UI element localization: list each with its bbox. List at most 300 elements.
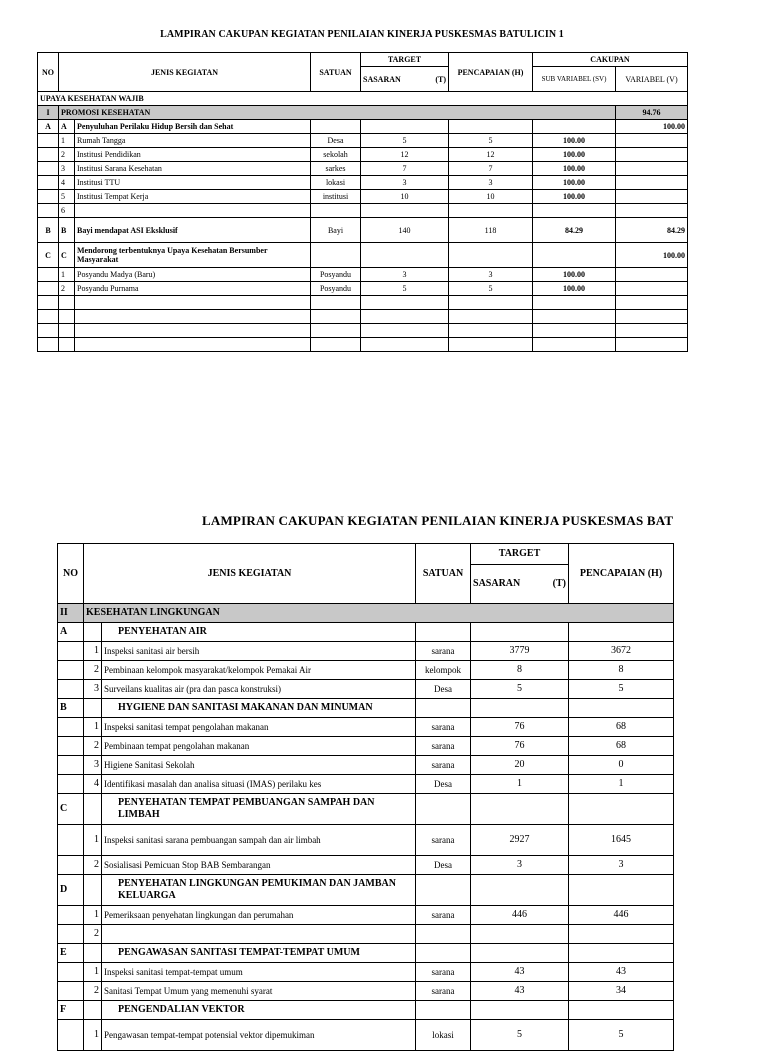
row-achievement: 68 (569, 718, 674, 737)
group-number: I (38, 106, 59, 120)
row-activity: Mendorong terbentuknya Upaya Kesehatan Bersumber Masyarakat (75, 243, 311, 268)
row-achievement: 8 (569, 661, 674, 680)
table-row (38, 268, 688, 282)
row-sub-number: 2 (84, 925, 102, 944)
table-cell (471, 623, 569, 642)
row-target (361, 324, 449, 338)
row-target (361, 243, 449, 268)
row-unit: Desa (416, 680, 471, 699)
subsection-title: PENYEHATAN TEMPAT PEMBUANGAN SAMPAH DAN LIMBAH (102, 794, 416, 825)
row-number (38, 324, 59, 338)
row-number (38, 134, 59, 148)
header-sasaran-unit: (T) (552, 578, 567, 589)
table-cell (416, 875, 471, 906)
row-sub-variable: 100.00 (533, 176, 616, 190)
row-target (361, 120, 449, 134)
row-activity: Bayi mendapat ASI Eksklusif (75, 218, 311, 243)
row-variable (616, 268, 688, 282)
table-row (58, 718, 674, 737)
header-no: NO (38, 53, 59, 92)
row-activity: Sosialisasi Pemicuan Stop BAB Sembarangan (102, 856, 416, 875)
table-cell (416, 1001, 471, 1020)
row-activity: Sanitasi Tempat Umum yang memenuhi syarat (102, 982, 416, 1001)
row-achievement: 68 (569, 737, 674, 756)
row-unit: institusi (311, 190, 361, 204)
table-cell (58, 756, 84, 775)
row-unit: sarkes (311, 162, 361, 176)
row-number (38, 310, 59, 324)
row-unit (311, 296, 361, 310)
table-cell (569, 944, 674, 963)
row-achievement: 10 (449, 190, 533, 204)
row-unit: sarana (416, 718, 471, 737)
table-row (38, 338, 688, 352)
row-sub-number: 2 (59, 148, 75, 162)
row-achievement (449, 243, 533, 268)
row-target: 3 (361, 176, 449, 190)
row-number: C (38, 243, 59, 268)
row-sub-number: A (59, 120, 75, 134)
row-variable (616, 282, 688, 296)
coverage-table-1 (37, 52, 688, 352)
header-jenis-kegiatan: JENIS KEGIATAN (59, 53, 311, 92)
document-title-1: LAMPIRAN CAKUPAN KEGIATAN PENILAIAN KINERJA PUSKESMAS BATULICIN 1 (160, 29, 564, 40)
row-target: 5 (361, 282, 449, 296)
row-variable (616, 204, 688, 218)
row-sub-number: 2 (84, 661, 102, 680)
row-activity: Institusi Pendidikan (75, 148, 311, 162)
header-satuan: SATUAN (311, 53, 361, 92)
table-cell (569, 699, 674, 718)
row-number (38, 148, 59, 162)
row-activity: Rumah Tangga (75, 134, 311, 148)
group-name: PROMOSI KESEHATAN (59, 106, 616, 120)
row-achievement: 43 (569, 963, 674, 982)
row-achievement (449, 120, 533, 134)
section-upaya-kesehatan-wajib: UPAYA KESEHATAN WAJIB (38, 92, 688, 106)
row-achievement: 0 (569, 756, 674, 775)
row-unit: kelompok (416, 661, 471, 680)
row-target: 1 (471, 775, 569, 794)
row-sub-number: 5 (59, 190, 75, 204)
header-sasaran (361, 67, 449, 92)
row-variable: 84.29 (616, 218, 688, 243)
header-variabel: VARIABEL (V) (616, 67, 688, 92)
subsection-letter: C (58, 794, 84, 825)
table-cell (58, 856, 84, 875)
row-sub-number: 1 (84, 963, 102, 982)
row-activity: Inspeksi sanitasi air bersih (102, 642, 416, 661)
row-sub-number: 3 (84, 756, 102, 775)
table-cell (416, 794, 471, 825)
table-cell (58, 642, 84, 661)
row-target: 8 (471, 661, 569, 680)
row-unit: Desa (416, 775, 471, 794)
subsection-letter: E (58, 944, 84, 963)
row-target: 3779 (471, 642, 569, 661)
row-target: 76 (471, 718, 569, 737)
row-activity: Institusi Tempat Kerja (75, 190, 311, 204)
table-row (58, 1020, 674, 1051)
row-activity: Institusi TTU (75, 176, 311, 190)
header-jenis-kegiatan: JENIS KEGIATAN (84, 544, 416, 604)
row-sub-variable: 100.00 (533, 268, 616, 282)
row-variable: 100.00 (616, 243, 688, 268)
row-sub-number: B (59, 218, 75, 243)
table-cell (471, 944, 569, 963)
row-achievement (449, 310, 533, 324)
row-sub-number: 1 (84, 906, 102, 925)
row-activity: Posyandu Purnama (75, 282, 311, 296)
row-activity: Inspeksi sanitasi sarana pembuangan sampah dan air limbah (102, 825, 416, 856)
row-achievement: 5 (569, 680, 674, 699)
table-row (58, 737, 674, 756)
row-target: 5 (361, 134, 449, 148)
row-achievement: 446 (569, 906, 674, 925)
row-activity: Higiene Sanitasi Sekolah (102, 756, 416, 775)
row-activity: Surveilans kualitas air (pra dan pasca konstruksi) (102, 680, 416, 699)
row-target: 76 (471, 737, 569, 756)
row-achievement: 34 (569, 982, 674, 1001)
table-cell (471, 1001, 569, 1020)
coverage-table-2 (57, 543, 674, 1051)
row-achievement (449, 296, 533, 310)
row-achievement: 5 (449, 282, 533, 296)
row-unit (416, 925, 471, 944)
row-variable (616, 176, 688, 190)
table-row (38, 148, 688, 162)
row-target: 140 (361, 218, 449, 243)
row-target: 7 (361, 162, 449, 176)
table-cell (569, 875, 674, 906)
table-row (58, 982, 674, 1001)
row-unit (311, 204, 361, 218)
row-unit: sarana (416, 825, 471, 856)
row-activity: Institusi Sarana Kesehatan (75, 162, 311, 176)
row-variable (616, 190, 688, 204)
row-achievement: 3672 (569, 642, 674, 661)
table-cell (84, 875, 102, 906)
row-unit: Posyandu (311, 282, 361, 296)
table-row (38, 243, 688, 268)
table-cell (58, 925, 84, 944)
row-target: 3 (361, 268, 449, 282)
row-target: 446 (471, 906, 569, 925)
table-cell (58, 775, 84, 794)
row-sub-number: 3 (84, 680, 102, 699)
table-row (58, 963, 674, 982)
table-cell (569, 623, 674, 642)
row-number (38, 282, 59, 296)
row-sub-number: 3 (59, 162, 75, 176)
row-variable (616, 134, 688, 148)
row-unit: sarana (416, 906, 471, 925)
row-sub-number: 1 (84, 718, 102, 737)
table-row (58, 825, 674, 856)
row-achievement (449, 338, 533, 352)
row-unit: sarana (416, 982, 471, 1001)
subsection-letter: D (58, 875, 84, 906)
row-achievement (569, 925, 674, 944)
row-sub-number: 4 (59, 176, 75, 190)
header-sasaran-label: SASARAN (473, 578, 521, 589)
row-activity: Penyuluhan Perilaku Hidup Bersih dan Sehat (75, 120, 311, 134)
row-number (38, 176, 59, 190)
row-activity: Inspeksi sanitasi tempat pengolahan makanan (102, 718, 416, 737)
header-pencapaian: PENCAPAIAN (H) (569, 544, 674, 604)
row-sub-number (59, 296, 75, 310)
row-unit (311, 338, 361, 352)
header-pencapaian: PENCAPAIAN (H) (449, 53, 533, 92)
subsection-title: PENGENDALIAN VEKTOR (102, 1001, 416, 1020)
table-cell (58, 661, 84, 680)
row-target: 5 (471, 680, 569, 699)
row-achievement: 3 (449, 268, 533, 282)
table-cell (84, 794, 102, 825)
table-row (58, 661, 674, 680)
row-achievement: 7 (449, 162, 533, 176)
row-sub-number: 1 (84, 825, 102, 856)
table-row (38, 310, 688, 324)
header-sasaran-label: SASARAN (363, 74, 401, 84)
row-variable (616, 324, 688, 338)
row-unit: sarana (416, 756, 471, 775)
row-target: 5 (471, 1020, 569, 1051)
row-unit: sarana (416, 642, 471, 661)
row-sub-number: 2 (84, 737, 102, 756)
row-target (361, 338, 449, 352)
row-unit: Desa (416, 856, 471, 875)
table-cell (58, 963, 84, 982)
row-unit (311, 243, 361, 268)
table-cell (569, 794, 674, 825)
header-cakupan: CAKUPAN (533, 53, 688, 67)
row-achievement: 12 (449, 148, 533, 162)
row-variable: 100.00 (616, 120, 688, 134)
row-number (38, 296, 59, 310)
table-cell (58, 737, 84, 756)
row-number (38, 204, 59, 218)
table-row (38, 296, 688, 310)
row-activity (75, 310, 311, 324)
row-variable (616, 148, 688, 162)
row-sub-variable (533, 243, 616, 268)
row-number (38, 162, 59, 176)
table-row (58, 680, 674, 699)
row-unit: sekolah (311, 148, 361, 162)
table-cell (416, 623, 471, 642)
subsection-title: PENYEHATAN AIR (102, 623, 416, 642)
row-sub-variable: 100.00 (533, 162, 616, 176)
row-sub-variable: 100.00 (533, 148, 616, 162)
row-target (471, 925, 569, 944)
row-sub-number (59, 310, 75, 324)
table-row (58, 775, 674, 794)
table-row (38, 162, 688, 176)
row-sub-variable: 100.00 (533, 190, 616, 204)
table-cell (58, 680, 84, 699)
table-cell (58, 982, 84, 1001)
row-target (361, 296, 449, 310)
group-number: II (58, 604, 84, 623)
row-target: 20 (471, 756, 569, 775)
table-cell (58, 906, 84, 925)
row-unit (311, 324, 361, 338)
table-cell (416, 944, 471, 963)
row-target (361, 310, 449, 324)
row-unit: lokasi (416, 1020, 471, 1051)
header-sub-variabel: SUB VARIABEL (SV) (533, 67, 616, 92)
row-unit: sarana (416, 963, 471, 982)
subsection-letter: B (58, 699, 84, 718)
header-target: TARGET (471, 544, 569, 565)
table-row (38, 204, 688, 218)
row-unit: Desa (311, 134, 361, 148)
table-cell (84, 944, 102, 963)
row-sub-number (59, 324, 75, 338)
document-title-2: LAMPIRAN CAKUPAN KEGIATAN PENILAIAN KINERJA PUSKESMAS BAT (202, 513, 674, 528)
row-variable (616, 296, 688, 310)
row-variable (616, 310, 688, 324)
row-sub-variable: 84.29 (533, 218, 616, 243)
row-achievement (449, 204, 533, 218)
row-activity: Pemeriksaan penyehatan lingkungan dan perumahan (102, 906, 416, 925)
table-row (38, 134, 688, 148)
row-sub-number: 2 (59, 282, 75, 296)
row-achievement: 5 (449, 134, 533, 148)
row-achievement: 118 (449, 218, 533, 243)
table-row (38, 120, 688, 134)
subsection-letter: A (58, 623, 84, 642)
row-number: A (38, 120, 59, 134)
row-number (38, 268, 59, 282)
table-row (58, 856, 674, 875)
row-activity (75, 204, 311, 218)
header-sasaran (471, 565, 569, 604)
table-row (58, 906, 674, 925)
row-unit: Posyandu (311, 268, 361, 282)
row-sub-variable (533, 310, 616, 324)
table-row (58, 642, 674, 661)
table-row (58, 925, 674, 944)
row-target: 3 (471, 856, 569, 875)
row-sub-number (59, 338, 75, 352)
subsection-row (58, 699, 674, 718)
subsection-title: HYGIENE DAN SANITASI MAKANAN DAN MINUMAN (102, 699, 416, 718)
subsection-letter: F (58, 1001, 84, 1020)
row-variable (616, 162, 688, 176)
group-name: KESEHATAN LINGKUNGAN (84, 604, 674, 623)
row-activity: Pengawasan tempat-tempat potensial vektor dipemukiman (102, 1020, 416, 1051)
row-target: 2927 (471, 825, 569, 856)
row-activity (75, 296, 311, 310)
row-unit: lokasi (311, 176, 361, 190)
header-target: TARGET (361, 53, 449, 67)
row-achievement: 1 (569, 775, 674, 794)
table-row (58, 756, 674, 775)
row-sub-number: 1 (84, 1020, 102, 1051)
table-cell (471, 875, 569, 906)
row-achievement (449, 324, 533, 338)
row-activity: Posyandu Madya (Baru) (75, 268, 311, 282)
subsection-row (58, 623, 674, 642)
row-sub-number: 1 (84, 642, 102, 661)
row-sub-variable (533, 204, 616, 218)
row-target: 10 (361, 190, 449, 204)
table-cell (84, 699, 102, 718)
row-target: 43 (471, 982, 569, 1001)
header-satuan: SATUAN (416, 544, 471, 604)
row-unit (311, 120, 361, 134)
table-cell (569, 1001, 674, 1020)
row-activity (102, 925, 416, 944)
row-sub-number: 1 (59, 268, 75, 282)
row-number (38, 338, 59, 352)
row-variable (616, 338, 688, 352)
row-sub-number: 4 (84, 775, 102, 794)
subsection-title: PENGAWASAN SANITASI TEMPAT-TEMPAT UMUM (102, 944, 416, 963)
row-achievement: 1645 (569, 825, 674, 856)
subsection-row (58, 875, 674, 906)
subsection-title: PENYEHATAN LINGKUNGAN PEMUKIMAN DAN JAMBAN KELUARGA (102, 875, 416, 906)
subsection-row (58, 1001, 674, 1020)
subsection-row (58, 944, 674, 963)
row-activity: Inspeksi sanitasi tempat-tempat umum (102, 963, 416, 982)
table-row (38, 282, 688, 296)
table-cell (58, 718, 84, 737)
row-sub-variable (533, 120, 616, 134)
row-sub-number: 2 (84, 856, 102, 875)
row-sub-number: 2 (84, 982, 102, 1001)
row-number: B (38, 218, 59, 243)
row-unit: sarana (416, 737, 471, 756)
table-cell (58, 1020, 84, 1051)
row-achievement: 3 (449, 176, 533, 190)
table-cell (416, 699, 471, 718)
row-activity (75, 324, 311, 338)
table-row (38, 176, 688, 190)
row-achievement: 3 (569, 856, 674, 875)
row-number (38, 190, 59, 204)
row-sub-variable: 100.00 (533, 282, 616, 296)
row-sub-number: C (59, 243, 75, 268)
row-achievement: 5 (569, 1020, 674, 1051)
table-row (38, 324, 688, 338)
row-sub-variable (533, 338, 616, 352)
table-row (38, 190, 688, 204)
row-sub-variable (533, 324, 616, 338)
row-unit: Bayi (311, 218, 361, 243)
row-target (361, 204, 449, 218)
row-sub-variable: 100.00 (533, 134, 616, 148)
row-activity: Identifikasi masalah dan analisa situasi (IMAS) perilaku kes (102, 775, 416, 794)
header-no: NO (58, 544, 84, 604)
table-cell (84, 1001, 102, 1020)
row-unit (311, 310, 361, 324)
row-sub-number: 1 (59, 134, 75, 148)
row-activity (75, 338, 311, 352)
group-variabel: 94.76 (616, 106, 688, 120)
row-target: 12 (361, 148, 449, 162)
table-cell (471, 794, 569, 825)
table-cell (84, 623, 102, 642)
table-row (38, 218, 688, 243)
table-cell (471, 699, 569, 718)
row-target: 43 (471, 963, 569, 982)
table-cell (58, 825, 84, 856)
row-sub-variable (533, 296, 616, 310)
header-sasaran-unit: (T) (435, 74, 446, 84)
